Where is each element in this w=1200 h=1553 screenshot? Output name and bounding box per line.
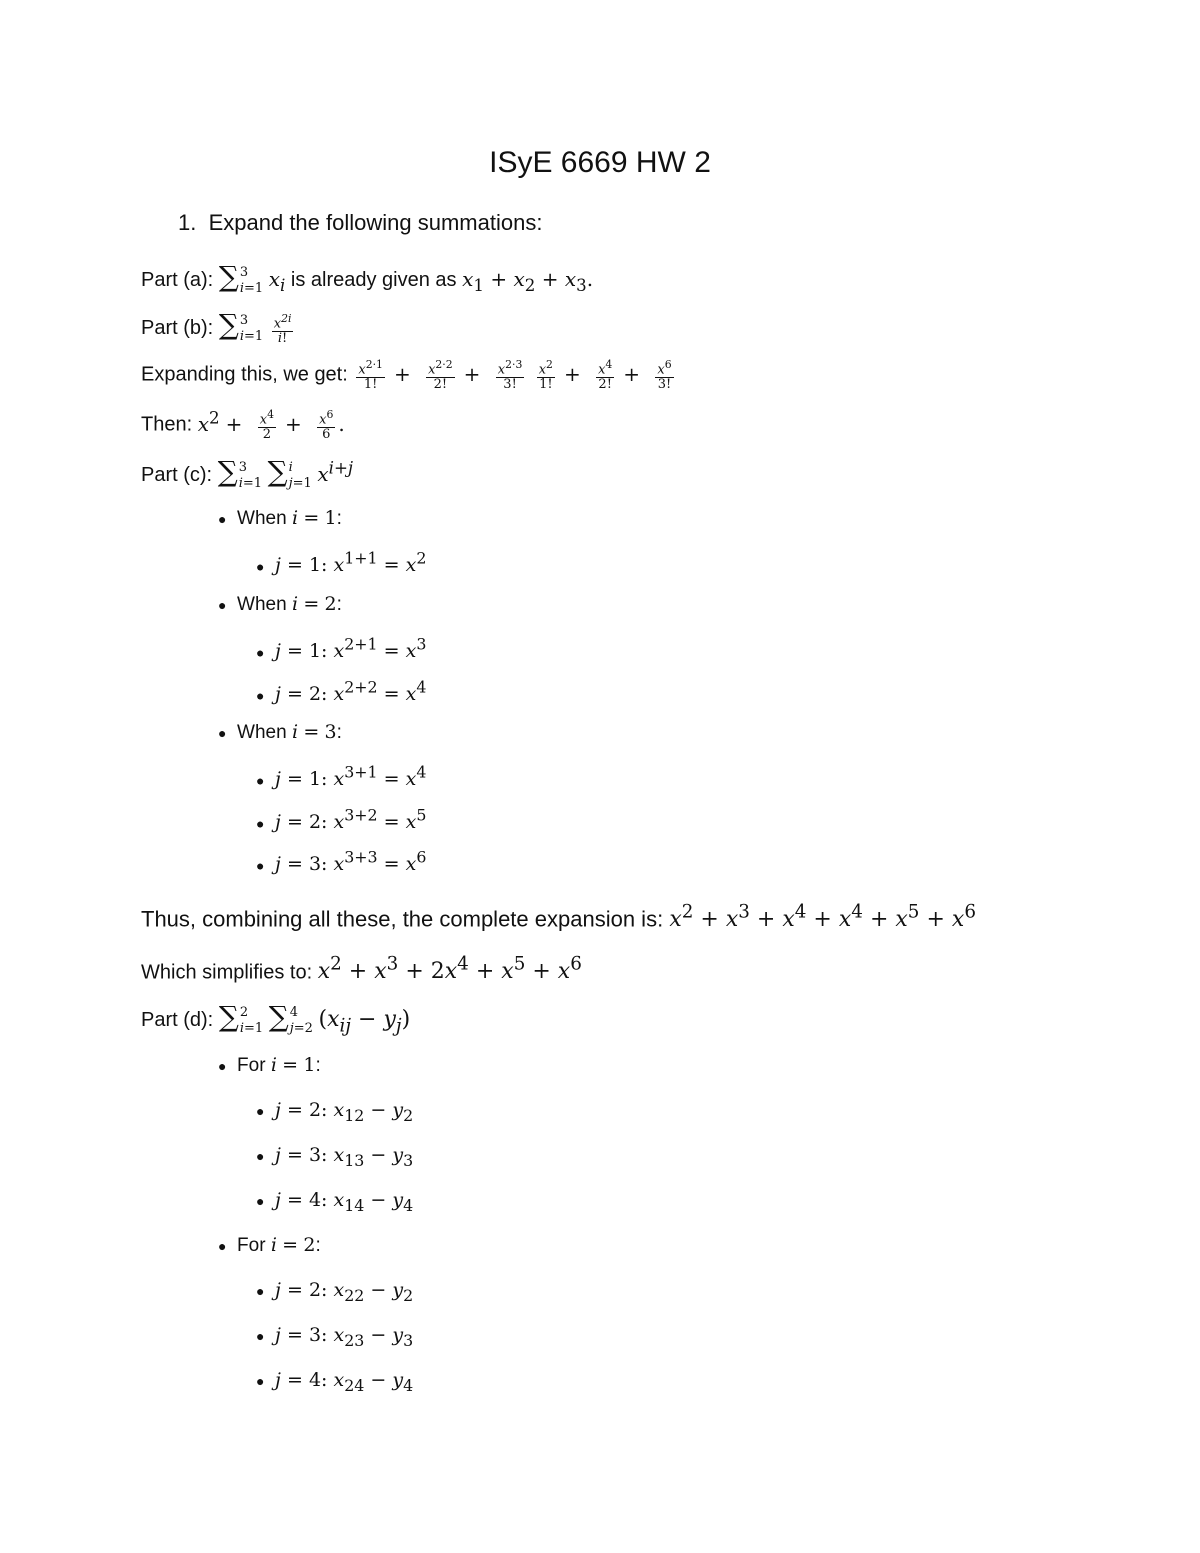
simplified-line: Which simplifies to: $x^2 + x^3 + 2x^4 + x^5 + x^6$ [141,954,582,985]
math-expr: $x^2 + x^3 + 2x^4 + x^5 + x^6$ [317,954,582,985]
part-d-label: Part (d): [141,1009,214,1031]
sum-limits: 3 i=1 [239,312,264,344]
list-item: ● When i = 2: [218,593,342,615]
sigma-symbol: ∑ [268,1000,289,1033]
part-a-text: is already given as [290,269,457,291]
list-item: ● For i = 1: [218,1054,321,1076]
part-c-label: Part (c): [141,464,213,486]
list-item: ● j = 4: $x_{14} - y_4$ [256,1189,414,1215]
list-item: ● j = 1: $x^{3+1} = x^4$ [256,763,427,791]
question-number: 1. [178,210,197,235]
math-fraction: $\frac{x^{2i}}{i!}$ [273,311,292,346]
list-item: ● j = 2: $x_{12} - y_2$ [256,1099,414,1125]
list-item: ● j = 1: $x^{2+1} = x^3$ [256,635,427,663]
list-item: ● j = 2: $x_{22} - y_2$ [256,1279,414,1305]
list-item: ● j = 1: $x^{1+1} = x^2$ [256,549,427,577]
sigma-symbol: ∑ [218,260,239,293]
math-expr: $(x_{ij} - y_j)$ [318,1007,411,1037]
math-expr: $x^2$ + $\frac{x^4}{2}$ + $\frac{x^6}{6}$ . [197,408,345,443]
part-b-then-line [141,408,345,442]
sum-limits: 3 i=1 [239,264,264,296]
list-item: ● j = 3: $x_{13} - y_3$ [256,1144,414,1170]
part-b-label: Part (b): [141,317,214,339]
question-text: Expand the following summations: [208,210,543,235]
math-expr: $x^{i+j}$ [317,458,354,486]
page-title: ISyE 6669 HW 2 [489,146,711,179]
part-a-label: Part (a): [141,269,214,291]
math-expr: $x_1 + x_2 + x_3$. [462,267,594,295]
list-item: ● When i = 1: [218,507,342,529]
math-expr: $x_i$ [268,267,286,295]
list-item: ● For i = 2: [218,1234,321,1256]
part-b-expanding-line [141,358,677,392]
part-d-line: Part (d): ∑ 2 i=1 ∑ 4 j=2 $(x_{ij} - y_j)$ [141,1000,411,1037]
math-expr: $\frac{x^{2\cdot 1}}{1!}$ + $\frac{x^{2\cdot 2}}{2!}$ + $\frac{x^{2\cdot 3}}{3!}$ $\frac{x^2}{1!}$ + $\frac{x^4}{2!}$ + $\frac{x^6}{3!}$ [358,358,672,393]
sigma-symbol: ∑ [218,308,239,341]
sigma-symbol: ∑ [267,455,288,488]
list-item: ● j = 3: $x^{3+3} = x^6$ [256,848,427,876]
expanding-label: Expanding this, we get: [141,363,348,386]
combined-expansion-line: Thus, combining all these, the complete expansion is: $x^2 + x^3 + x^4 + x^4 + x^5 + x^6$ [141,902,976,933]
math-expr: $x^2 + x^3 + x^4 + x^4 + x^5 + x^6$ [669,902,976,933]
list-item: ● When i = 3: [218,721,342,743]
list-item: ● j = 2: $x^{2+2} = x^4$ [256,678,427,706]
sigma-symbol: ∑ [217,455,238,488]
part-c-line: Part (c): ∑ 3 i=1 ∑ i j=1 $x^{i+j}$ [141,455,354,491]
question-heading [178,210,542,236]
list-item: ● j = 4: $x_{24} - y_4$ [256,1369,414,1395]
list-item: ● j = 2: $x^{3+2} = x^5$ [256,806,427,834]
part-b-line [141,308,296,346]
then-label: Then: [141,413,193,436]
sigma-symbol: ∑ [218,1000,239,1033]
list-item: ● j = 3: $x_{23} - y_3$ [256,1324,414,1350]
part-a-line [141,260,593,296]
